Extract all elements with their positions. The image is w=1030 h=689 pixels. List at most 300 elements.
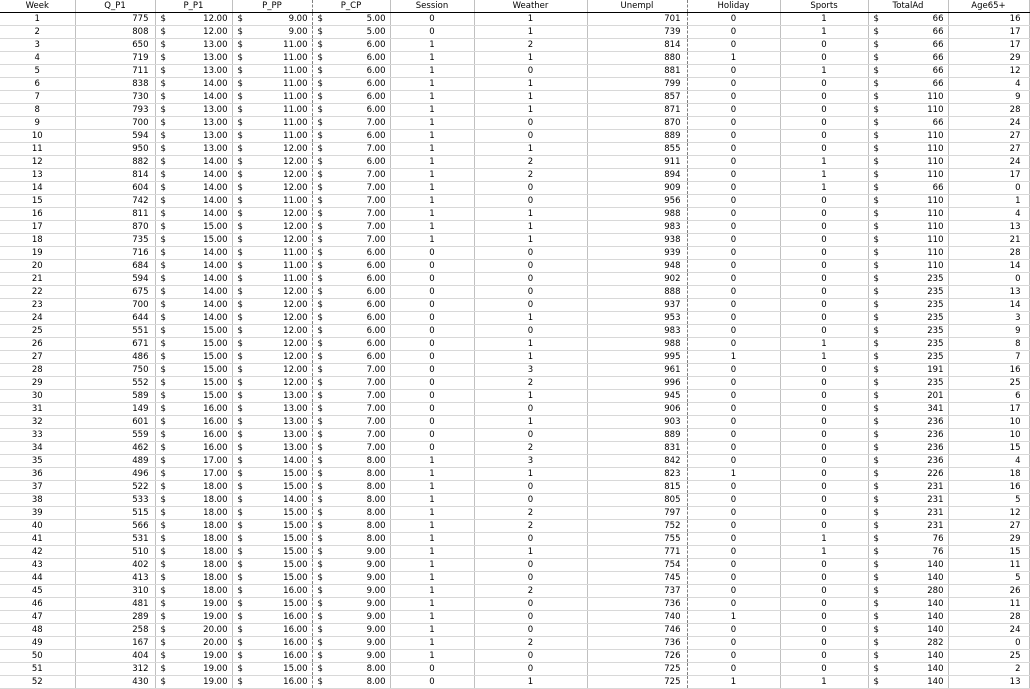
cell-age65[interactable]: 16 bbox=[948, 13, 1029, 26]
cell-session[interactable]: 1 bbox=[390, 65, 474, 78]
cell-holiday[interactable]: 0 bbox=[687, 403, 780, 416]
cell-sports[interactable]: 0 bbox=[780, 559, 868, 572]
cell-p-pp[interactable] bbox=[232, 429, 312, 442]
cell-week[interactable]: 7 bbox=[0, 91, 75, 104]
cell-unempl[interactable]: 755 bbox=[587, 533, 687, 546]
cell-session[interactable]: 1 bbox=[390, 91, 474, 104]
cell-p-p1[interactable] bbox=[155, 351, 232, 364]
cell-session[interactable]: 1 bbox=[390, 182, 474, 195]
header-session[interactable]: Session bbox=[390, 0, 474, 13]
cell-sports[interactable]: 1 bbox=[780, 156, 868, 169]
cell-p-p1[interactable] bbox=[155, 481, 232, 494]
cell-q-p1[interactable]: 533 bbox=[75, 494, 155, 507]
header-totalad[interactable]: TotalAd bbox=[868, 0, 948, 13]
cell-week[interactable]: 42 bbox=[0, 546, 75, 559]
cell-session[interactable]: 1 bbox=[390, 52, 474, 65]
cell-sports[interactable]: 0 bbox=[780, 481, 868, 494]
cell-p-p1[interactable] bbox=[155, 182, 232, 195]
cell-session[interactable]: 0 bbox=[390, 676, 474, 689]
cell-p-p1[interactable] bbox=[155, 533, 232, 546]
cell-weather[interactable]: 0 bbox=[474, 117, 587, 130]
cell-p-cp[interactable] bbox=[312, 533, 390, 546]
cell-weather[interactable]: 2 bbox=[474, 156, 587, 169]
cell-unempl[interactable]: 888 bbox=[587, 286, 687, 299]
cell-p-p1[interactable] bbox=[155, 468, 232, 481]
cell-age65[interactable]: 5 bbox=[948, 572, 1029, 585]
cell-weather[interactable]: 2 bbox=[474, 169, 587, 182]
cell-weather[interactable]: 0 bbox=[474, 403, 587, 416]
cell-q-p1[interactable]: 793 bbox=[75, 104, 155, 117]
cell-session[interactable]: 0 bbox=[390, 299, 474, 312]
cell-session[interactable]: 0 bbox=[390, 338, 474, 351]
cell-totalad[interactable] bbox=[868, 299, 948, 312]
cell-q-p1[interactable]: 604 bbox=[75, 182, 155, 195]
cell-session[interactable]: 1 bbox=[390, 130, 474, 143]
cell-unempl[interactable]: 938 bbox=[587, 234, 687, 247]
cell-p-pp[interactable] bbox=[232, 117, 312, 130]
cell-unempl[interactable]: 906 bbox=[587, 403, 687, 416]
cell-holiday[interactable]: 0 bbox=[687, 598, 780, 611]
cell-age65[interactable]: 14 bbox=[948, 299, 1029, 312]
cell-age65[interactable]: 6 bbox=[948, 390, 1029, 403]
cell-p-p1[interactable] bbox=[155, 52, 232, 65]
cell-unempl[interactable]: 725 bbox=[587, 663, 687, 676]
cell-unempl[interactable]: 903 bbox=[587, 416, 687, 429]
cell-totalad[interactable] bbox=[868, 650, 948, 663]
cell-p-pp[interactable] bbox=[232, 182, 312, 195]
cell-week[interactable]: 41 bbox=[0, 533, 75, 546]
cell-holiday[interactable]: 0 bbox=[687, 507, 780, 520]
cell-age65[interactable]: 13 bbox=[948, 676, 1029, 689]
cell-p-p1[interactable] bbox=[155, 143, 232, 156]
cell-p-cp[interactable] bbox=[312, 169, 390, 182]
cell-age65[interactable]: 15 bbox=[948, 442, 1029, 455]
cell-session[interactable]: 0 bbox=[390, 312, 474, 325]
cell-session[interactable]: 1 bbox=[390, 117, 474, 130]
cell-sports[interactable]: 0 bbox=[780, 208, 868, 221]
cell-holiday[interactable]: 0 bbox=[687, 286, 780, 299]
cell-session[interactable]: 1 bbox=[390, 481, 474, 494]
cell-sports[interactable]: 0 bbox=[780, 650, 868, 663]
cell-weather[interactable]: 1 bbox=[474, 676, 587, 689]
cell-p-pp[interactable] bbox=[232, 312, 312, 325]
cell-sports[interactable]: 1 bbox=[780, 65, 868, 78]
cell-p-cp[interactable] bbox=[312, 611, 390, 624]
cell-weather[interactable]: 0 bbox=[474, 130, 587, 143]
cell-week[interactable]: 10 bbox=[0, 130, 75, 143]
cell-totalad[interactable] bbox=[868, 377, 948, 390]
cell-weather[interactable]: 0 bbox=[474, 611, 587, 624]
cell-totalad[interactable] bbox=[868, 130, 948, 143]
cell-holiday[interactable]: 0 bbox=[687, 26, 780, 39]
cell-q-p1[interactable]: 594 bbox=[75, 130, 155, 143]
cell-sports[interactable]: 1 bbox=[780, 338, 868, 351]
cell-holiday[interactable]: 0 bbox=[687, 455, 780, 468]
cell-sports[interactable]: 0 bbox=[780, 468, 868, 481]
cell-totalad[interactable] bbox=[868, 208, 948, 221]
cell-totalad[interactable] bbox=[868, 611, 948, 624]
cell-week[interactable]: 23 bbox=[0, 299, 75, 312]
cell-unempl[interactable]: 736 bbox=[587, 598, 687, 611]
cell-weather[interactable]: 1 bbox=[474, 468, 587, 481]
cell-totalad[interactable] bbox=[868, 65, 948, 78]
cell-age65[interactable]: 15 bbox=[948, 546, 1029, 559]
cell-session[interactable]: 1 bbox=[390, 221, 474, 234]
cell-week[interactable]: 28 bbox=[0, 364, 75, 377]
cell-session[interactable]: 0 bbox=[390, 442, 474, 455]
cell-p-p1[interactable] bbox=[155, 377, 232, 390]
cell-p-pp[interactable] bbox=[232, 208, 312, 221]
cell-holiday[interactable]: 0 bbox=[687, 533, 780, 546]
cell-q-p1[interactable]: 289 bbox=[75, 611, 155, 624]
cell-sports[interactable]: 0 bbox=[780, 455, 868, 468]
cell-p-cp[interactable] bbox=[312, 546, 390, 559]
cell-p-cp[interactable] bbox=[312, 390, 390, 403]
cell-q-p1[interactable]: 430 bbox=[75, 676, 155, 689]
cell-unempl[interactable]: 754 bbox=[587, 559, 687, 572]
cell-session[interactable]: 0 bbox=[390, 26, 474, 39]
cell-session[interactable]: 1 bbox=[390, 546, 474, 559]
cell-q-p1[interactable]: 167 bbox=[75, 637, 155, 650]
cell-p-cp[interactable] bbox=[312, 468, 390, 481]
cell-weather[interactable]: 1 bbox=[474, 546, 587, 559]
cell-week[interactable]: 22 bbox=[0, 286, 75, 299]
cell-week[interactable]: 29 bbox=[0, 377, 75, 390]
header-q-p1[interactable]: Q_P1 bbox=[75, 0, 155, 13]
cell-totalad[interactable] bbox=[868, 91, 948, 104]
cell-week[interactable]: 39 bbox=[0, 507, 75, 520]
cell-p-p1[interactable] bbox=[155, 234, 232, 247]
cell-p-pp[interactable] bbox=[232, 624, 312, 637]
cell-p-cp[interactable] bbox=[312, 481, 390, 494]
cell-p-pp[interactable] bbox=[232, 559, 312, 572]
cell-session[interactable]: 1 bbox=[390, 585, 474, 598]
cell-q-p1[interactable]: 481 bbox=[75, 598, 155, 611]
cell-age65[interactable]: 0 bbox=[948, 182, 1029, 195]
cell-unempl[interactable]: 988 bbox=[587, 208, 687, 221]
cell-holiday[interactable]: 1 bbox=[687, 52, 780, 65]
cell-sports[interactable]: 0 bbox=[780, 494, 868, 507]
cell-q-p1[interactable]: 510 bbox=[75, 546, 155, 559]
cell-p-pp[interactable] bbox=[232, 676, 312, 689]
cell-unempl[interactable]: 799 bbox=[587, 78, 687, 91]
cell-p-pp[interactable] bbox=[232, 637, 312, 650]
cell-weather[interactable]: 0 bbox=[474, 195, 587, 208]
cell-session[interactable]: 0 bbox=[390, 260, 474, 273]
cell-holiday[interactable]: 0 bbox=[687, 429, 780, 442]
cell-unempl[interactable]: 831 bbox=[587, 442, 687, 455]
cell-p-cp[interactable] bbox=[312, 260, 390, 273]
header-unempl[interactable]: Unempl bbox=[587, 0, 687, 13]
cell-sports[interactable]: 0 bbox=[780, 299, 868, 312]
cell-totalad[interactable] bbox=[868, 52, 948, 65]
cell-totalad[interactable] bbox=[868, 390, 948, 403]
cell-p-p1[interactable] bbox=[155, 403, 232, 416]
cell-session[interactable]: 1 bbox=[390, 156, 474, 169]
cell-p-pp[interactable] bbox=[232, 78, 312, 91]
cell-weather[interactable]: 1 bbox=[474, 221, 587, 234]
cell-week[interactable]: 5 bbox=[0, 65, 75, 78]
cell-sports[interactable]: 0 bbox=[780, 364, 868, 377]
cell-q-p1[interactable]: 684 bbox=[75, 260, 155, 273]
cell-q-p1[interactable]: 711 bbox=[75, 65, 155, 78]
cell-weather[interactable]: 1 bbox=[474, 351, 587, 364]
cell-totalad[interactable] bbox=[868, 429, 948, 442]
cell-age65[interactable]: 10 bbox=[948, 416, 1029, 429]
cell-week[interactable]: 52 bbox=[0, 676, 75, 689]
cell-totalad[interactable] bbox=[868, 559, 948, 572]
cell-age65[interactable]: 12 bbox=[948, 65, 1029, 78]
cell-week[interactable]: 8 bbox=[0, 104, 75, 117]
cell-totalad[interactable] bbox=[868, 637, 948, 650]
cell-weather[interactable]: 0 bbox=[474, 559, 587, 572]
cell-p-p1[interactable] bbox=[155, 299, 232, 312]
cell-session[interactable]: 1 bbox=[390, 169, 474, 182]
cell-q-p1[interactable]: 700 bbox=[75, 299, 155, 312]
cell-p-p1[interactable] bbox=[155, 520, 232, 533]
cell-weather[interactable]: 0 bbox=[474, 247, 587, 260]
cell-holiday[interactable]: 0 bbox=[687, 78, 780, 91]
cell-age65[interactable]: 26 bbox=[948, 585, 1029, 598]
cell-weather[interactable]: 0 bbox=[474, 624, 587, 637]
cell-q-p1[interactable]: 559 bbox=[75, 429, 155, 442]
cell-age65[interactable]: 17 bbox=[948, 403, 1029, 416]
cell-p-pp[interactable] bbox=[232, 364, 312, 377]
cell-holiday[interactable]: 0 bbox=[687, 91, 780, 104]
cell-age65[interactable]: 13 bbox=[948, 286, 1029, 299]
cell-unempl[interactable]: 739 bbox=[587, 26, 687, 39]
cell-p-cp[interactable] bbox=[312, 65, 390, 78]
cell-p-cp[interactable] bbox=[312, 182, 390, 195]
cell-q-p1[interactable]: 644 bbox=[75, 312, 155, 325]
cell-unempl[interactable]: 939 bbox=[587, 247, 687, 260]
cell-q-p1[interactable]: 404 bbox=[75, 650, 155, 663]
cell-age65[interactable]: 14 bbox=[948, 260, 1029, 273]
cell-totalad[interactable] bbox=[868, 273, 948, 286]
cell-sports[interactable]: 0 bbox=[780, 572, 868, 585]
cell-sports[interactable]: 0 bbox=[780, 104, 868, 117]
cell-p-pp[interactable] bbox=[232, 299, 312, 312]
cell-unempl[interactable]: 736 bbox=[587, 637, 687, 650]
cell-p-p1[interactable] bbox=[155, 390, 232, 403]
cell-p-pp[interactable] bbox=[232, 520, 312, 533]
cell-age65[interactable]: 17 bbox=[948, 39, 1029, 52]
cell-age65[interactable]: 10 bbox=[948, 429, 1029, 442]
cell-p-cp[interactable] bbox=[312, 247, 390, 260]
cell-p-p1[interactable] bbox=[155, 91, 232, 104]
cell-week[interactable]: 16 bbox=[0, 208, 75, 221]
cell-week[interactable]: 49 bbox=[0, 637, 75, 650]
cell-holiday[interactable]: 0 bbox=[687, 494, 780, 507]
cell-sports[interactable]: 0 bbox=[780, 611, 868, 624]
cell-age65[interactable]: 13 bbox=[948, 221, 1029, 234]
header-weather[interactable]: Weather bbox=[474, 0, 587, 13]
cell-age65[interactable]: 29 bbox=[948, 52, 1029, 65]
cell-p-p1[interactable] bbox=[155, 260, 232, 273]
cell-totalad[interactable] bbox=[868, 624, 948, 637]
cell-p-pp[interactable] bbox=[232, 377, 312, 390]
cell-weather[interactable]: 1 bbox=[474, 91, 587, 104]
cell-q-p1[interactable]: 601 bbox=[75, 416, 155, 429]
cell-p-p1[interactable] bbox=[155, 13, 232, 26]
cell-p-pp[interactable] bbox=[232, 195, 312, 208]
cell-p-pp[interactable] bbox=[232, 143, 312, 156]
cell-p-pp[interactable] bbox=[232, 26, 312, 39]
cell-session[interactable]: 1 bbox=[390, 468, 474, 481]
cell-age65[interactable]: 27 bbox=[948, 143, 1029, 156]
cell-p-pp[interactable] bbox=[232, 403, 312, 416]
cell-age65[interactable]: 28 bbox=[948, 611, 1029, 624]
cell-p-p1[interactable] bbox=[155, 312, 232, 325]
cell-sports[interactable]: 0 bbox=[780, 312, 868, 325]
cell-p-cp[interactable] bbox=[312, 455, 390, 468]
cell-week[interactable]: 45 bbox=[0, 585, 75, 598]
cell-age65[interactable]: 4 bbox=[948, 455, 1029, 468]
cell-session[interactable]: 1 bbox=[390, 143, 474, 156]
cell-p-p1[interactable] bbox=[155, 78, 232, 91]
cell-week[interactable]: 18 bbox=[0, 234, 75, 247]
cell-sports[interactable]: 0 bbox=[780, 130, 868, 143]
cell-age65[interactable]: 12 bbox=[948, 507, 1029, 520]
cell-age65[interactable]: 2 bbox=[948, 663, 1029, 676]
cell-week[interactable]: 44 bbox=[0, 572, 75, 585]
cell-unempl[interactable]: 842 bbox=[587, 455, 687, 468]
cell-weather[interactable]: 1 bbox=[474, 338, 587, 351]
cell-unempl[interactable]: 797 bbox=[587, 507, 687, 520]
cell-totalad[interactable] bbox=[868, 325, 948, 338]
cell-holiday[interactable]: 0 bbox=[687, 221, 780, 234]
cell-unempl[interactable]: 889 bbox=[587, 130, 687, 143]
header-age65[interactable]: Age65+ bbox=[948, 0, 1029, 13]
cell-p-pp[interactable] bbox=[232, 338, 312, 351]
cell-totalad[interactable] bbox=[868, 156, 948, 169]
cell-sports[interactable]: 0 bbox=[780, 117, 868, 130]
cell-week[interactable]: 37 bbox=[0, 481, 75, 494]
cell-session[interactable]: 1 bbox=[390, 104, 474, 117]
cell-q-p1[interactable]: 462 bbox=[75, 442, 155, 455]
cell-q-p1[interactable]: 489 bbox=[75, 455, 155, 468]
cell-weather[interactable]: 0 bbox=[474, 299, 587, 312]
cell-holiday[interactable]: 0 bbox=[687, 143, 780, 156]
cell-q-p1[interactable]: 310 bbox=[75, 585, 155, 598]
cell-q-p1[interactable]: 258 bbox=[75, 624, 155, 637]
cell-totalad[interactable] bbox=[868, 143, 948, 156]
cell-unempl[interactable]: 956 bbox=[587, 195, 687, 208]
cell-sports[interactable]: 0 bbox=[780, 260, 868, 273]
cell-p-cp[interactable] bbox=[312, 520, 390, 533]
cell-unempl[interactable]: 909 bbox=[587, 182, 687, 195]
header-p-pp[interactable]: P_PP bbox=[232, 0, 312, 13]
cell-sports[interactable]: 0 bbox=[780, 221, 868, 234]
cell-unempl[interactable]: 726 bbox=[587, 650, 687, 663]
cell-unempl[interactable]: 701 bbox=[587, 13, 687, 26]
cell-week[interactable]: 35 bbox=[0, 455, 75, 468]
cell-p-p1[interactable] bbox=[155, 429, 232, 442]
cell-sports[interactable]: 1 bbox=[780, 13, 868, 26]
cell-p-p1[interactable] bbox=[155, 169, 232, 182]
cell-p-pp[interactable] bbox=[232, 481, 312, 494]
cell-p-p1[interactable] bbox=[155, 416, 232, 429]
cell-p-p1[interactable] bbox=[155, 572, 232, 585]
cell-p-cp[interactable] bbox=[312, 130, 390, 143]
cell-holiday[interactable]: 0 bbox=[687, 416, 780, 429]
cell-p-pp[interactable] bbox=[232, 234, 312, 247]
cell-p-p1[interactable] bbox=[155, 338, 232, 351]
cell-week[interactable]: 31 bbox=[0, 403, 75, 416]
cell-holiday[interactable]: 0 bbox=[687, 13, 780, 26]
cell-p-p1[interactable] bbox=[155, 26, 232, 39]
cell-p-pp[interactable] bbox=[232, 585, 312, 598]
cell-holiday[interactable]: 0 bbox=[687, 117, 780, 130]
cell-sports[interactable]: 0 bbox=[780, 78, 868, 91]
cell-week[interactable]: 34 bbox=[0, 442, 75, 455]
cell-sports[interactable]: 0 bbox=[780, 598, 868, 611]
cell-week[interactable]: 4 bbox=[0, 52, 75, 65]
cell-q-p1[interactable]: 531 bbox=[75, 533, 155, 546]
cell-sports[interactable]: 1 bbox=[780, 546, 868, 559]
cell-holiday[interactable]: 0 bbox=[687, 637, 780, 650]
cell-week[interactable]: 33 bbox=[0, 429, 75, 442]
cell-sports[interactable]: 0 bbox=[780, 273, 868, 286]
cell-p-p1[interactable] bbox=[155, 117, 232, 130]
cell-totalad[interactable] bbox=[868, 312, 948, 325]
cell-holiday[interactable]: 1 bbox=[687, 676, 780, 689]
cell-totalad[interactable] bbox=[868, 533, 948, 546]
cell-weather[interactable]: 0 bbox=[474, 260, 587, 273]
cell-unempl[interactable]: 937 bbox=[587, 299, 687, 312]
cell-holiday[interactable]: 0 bbox=[687, 663, 780, 676]
cell-p-p1[interactable] bbox=[155, 598, 232, 611]
cell-p-pp[interactable] bbox=[232, 494, 312, 507]
header-sports[interactable]: Sports bbox=[780, 0, 868, 13]
cell-p-pp[interactable] bbox=[232, 325, 312, 338]
cell-holiday[interactable]: 0 bbox=[687, 39, 780, 52]
cell-week[interactable]: 21 bbox=[0, 273, 75, 286]
cell-weather[interactable]: 2 bbox=[474, 377, 587, 390]
cell-session[interactable]: 0 bbox=[390, 416, 474, 429]
cell-p-pp[interactable] bbox=[232, 351, 312, 364]
cell-weather[interactable]: 1 bbox=[474, 234, 587, 247]
cell-session[interactable]: 0 bbox=[390, 403, 474, 416]
cell-totalad[interactable] bbox=[868, 546, 948, 559]
cell-p-p1[interactable] bbox=[155, 663, 232, 676]
cell-unempl[interactable]: 745 bbox=[587, 572, 687, 585]
cell-p-cp[interactable] bbox=[312, 299, 390, 312]
cell-sports[interactable]: 0 bbox=[780, 91, 868, 104]
cell-session[interactable]: 1 bbox=[390, 572, 474, 585]
cell-weather[interactable]: 3 bbox=[474, 364, 587, 377]
cell-weather[interactable]: 1 bbox=[474, 312, 587, 325]
cell-p-pp[interactable] bbox=[232, 390, 312, 403]
cell-week[interactable]: 3 bbox=[0, 39, 75, 52]
cell-q-p1[interactable]: 675 bbox=[75, 286, 155, 299]
cell-age65[interactable]: 16 bbox=[948, 364, 1029, 377]
cell-age65[interactable]: 27 bbox=[948, 520, 1029, 533]
cell-p-cp[interactable] bbox=[312, 676, 390, 689]
cell-q-p1[interactable]: 566 bbox=[75, 520, 155, 533]
header-holiday[interactable]: Holiday bbox=[687, 0, 780, 13]
cell-q-p1[interactable]: 402 bbox=[75, 559, 155, 572]
cell-unempl[interactable]: 945 bbox=[587, 390, 687, 403]
cell-sports[interactable]: 0 bbox=[780, 377, 868, 390]
cell-p-cp[interactable] bbox=[312, 403, 390, 416]
cell-age65[interactable]: 24 bbox=[948, 117, 1029, 130]
cell-p-p1[interactable] bbox=[155, 650, 232, 663]
cell-p-pp[interactable] bbox=[232, 156, 312, 169]
cell-p-cp[interactable] bbox=[312, 442, 390, 455]
cell-p-cp[interactable] bbox=[312, 13, 390, 26]
cell-totalad[interactable] bbox=[868, 663, 948, 676]
